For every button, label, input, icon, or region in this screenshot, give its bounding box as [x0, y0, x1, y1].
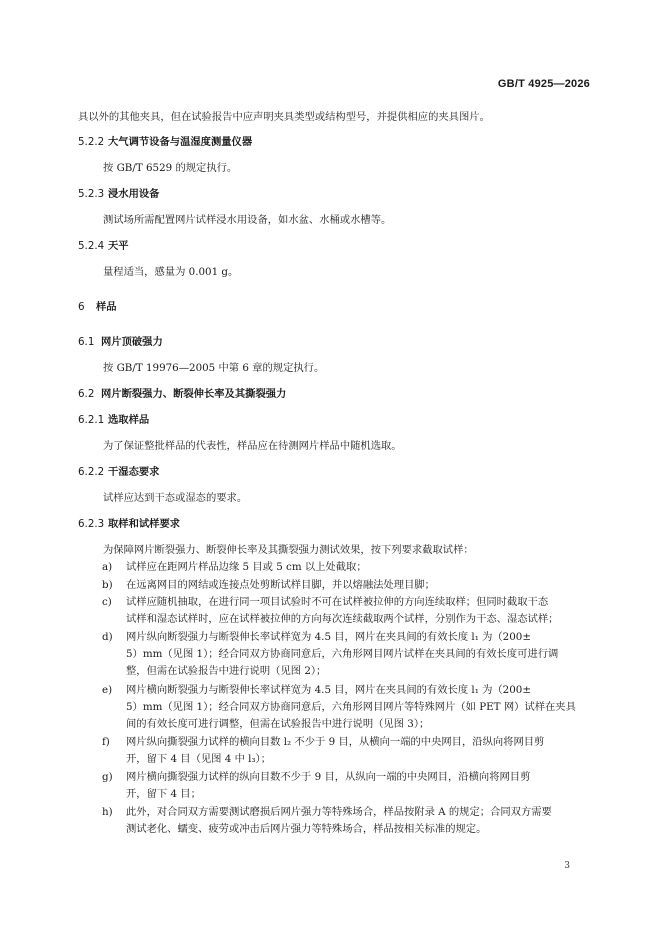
list-marker: a) — [102, 561, 113, 573]
heading-5-2-2 — [78, 135, 252, 149]
heading-6-1 — [78, 335, 163, 349]
list-line: 间的有效长度可进行调整，但需在试验报告中进行说明（见图 3）； — [126, 718, 430, 730]
list-line: 在远离网目的网结或连接点处剪断试样目脚，并以熔融法处理目脚； — [126, 579, 435, 591]
list-marker: d) — [102, 631, 113, 643]
list-marker: g) — [102, 771, 113, 783]
list-line: 试样应在距网片样品边缘 5 目或 5 cm 以上处截取； — [126, 561, 367, 573]
heading-number: 6.2.3 — [78, 518, 105, 530]
paragraph-5-2-3: 测试场所需配置网片试样浸水用设备，如水盆、水桶或水槽等。 — [103, 214, 392, 226]
list-line: 网片纵向撕裂强力试样的横向目数 l₂ 不少于 9 目，从横向一端的中央网目，沿纵向将网目剪 — [126, 736, 545, 748]
list-marker: c) — [102, 596, 112, 608]
list-line: 测试老化、蠕变、疲劳或冲击后网片强力等特殊场合，样品按相关标准的规定。 — [126, 823, 487, 835]
heading-number: 6.2.2 — [78, 466, 105, 478]
list-line: 试样和湿态试样时，应在试样被拉伸的方向每次连续截取两个试样，分别作为干态、湿态试样； — [126, 613, 559, 625]
heading-6-2-1 — [78, 413, 149, 427]
paragraph-6-2-1: 为了保证整批样品的代表性，样品应在待测网片样品中随机选取。 — [103, 440, 402, 452]
list-line: 开，留下 4 目（见图 4 中 l₃）； — [126, 753, 272, 765]
list-line: 开，留下 4 目； — [126, 788, 201, 800]
list-line: 网片纵向断裂强力与断裂伸长率试样宽为 4.5 目，网片在夹具间的有效长度 l₁ 为（200± — [126, 631, 531, 643]
list-marker: e) — [102, 684, 113, 696]
paragraph-intro: 具以外的其他夹具，但在试验报告中应声明夹具类型或结构型号，并提供相应的夹具图片。 — [78, 111, 490, 123]
heading-title: 取样和试样要求 — [108, 518, 181, 530]
heading-title: 网片断裂强力、断裂伸长率及其撕裂强力 — [101, 388, 287, 400]
paragraph-5-2-4: 量程适当，感量为 0.001 g。 — [103, 266, 239, 278]
heading-number: 6.1 — [78, 336, 95, 348]
list-line: 5）mm（见图 1）；经合同双方协商同意后，六角形网目网片等特殊网片（如 PET 网）试样在夹具 — [126, 701, 576, 713]
heading-title: 天平 — [108, 240, 129, 252]
paragraph-6-1: 按 GB/T 19976—2005 中第 6 章的规定执行。 — [103, 362, 325, 374]
list-line: 此外，对合同双方需要测试磨损后网片强力等特殊场合，样品按附录 A 的规定；合同双方需要 — [126, 806, 552, 818]
paragraph-6-2-2: 试样应达到干态或湿态的要求。 — [103, 492, 248, 504]
heading-number: 5.2.2 — [78, 136, 105, 148]
heading-number: 6 — [78, 301, 85, 313]
list-line: 整，但需在试验报告中进行说明（见图 2）； — [126, 665, 327, 677]
heading-title: 选取样品 — [108, 414, 150, 426]
heading-number: 6.2 — [78, 388, 95, 400]
list-marker: f) — [102, 736, 110, 748]
heading-6 — [78, 300, 117, 314]
heading-number: 5.2.3 — [78, 188, 105, 200]
heading-number: 6.2.1 — [78, 414, 105, 426]
heading-title: 浸水用设备 — [108, 188, 160, 200]
list-line: 网片横向断裂强力与断裂伸长率试样宽为 4.5 目，网片在夹具间的有效长度 l₁ 为（200± — [126, 684, 531, 696]
list-line: 网片横向撕裂强力试样的纵向目数不少于 9 目，从纵向一端的中央网目，沿横向将网目剪 — [126, 771, 531, 783]
paragraph-5-2-2: 按 GB/T 6529 的规定执行。 — [103, 162, 238, 174]
heading-title: 干湿态要求 — [108, 466, 160, 478]
heading-5-2-3 — [78, 187, 159, 201]
heading-6-2-3 — [78, 517, 180, 531]
list-line: 试样应随机抽取，在进行同一项目试验时不可在试样被拉伸的方向连续取样；但同时截取干态 — [126, 596, 549, 608]
paragraph-6-2-3: 为保障网片断裂强力、断裂伸长率及其撕裂强力测试效果，按下列要求截取试样： — [103, 544, 474, 556]
page-number: 3 — [564, 861, 570, 871]
heading-title: 大气调节设备与温湿度测量仪器 — [108, 136, 253, 148]
list-line: 5）mm（见图 1）；经合同双方协商同意后，六角形网目网片试样在夹具间的有效长度可进行调 — [126, 648, 559, 660]
heading-5-2-4 — [78, 239, 129, 253]
heading-title: 网片顶破强力 — [101, 336, 163, 348]
heading-6-2 — [78, 387, 286, 401]
standard-code: GB/T 4925—2026 — [497, 78, 590, 90]
list-marker: b) — [102, 579, 113, 591]
heading-number: 5.2.4 — [78, 240, 105, 252]
heading-title: 样品 — [96, 301, 117, 313]
heading-6-2-2 — [78, 465, 159, 479]
list-marker: h) — [102, 806, 113, 818]
